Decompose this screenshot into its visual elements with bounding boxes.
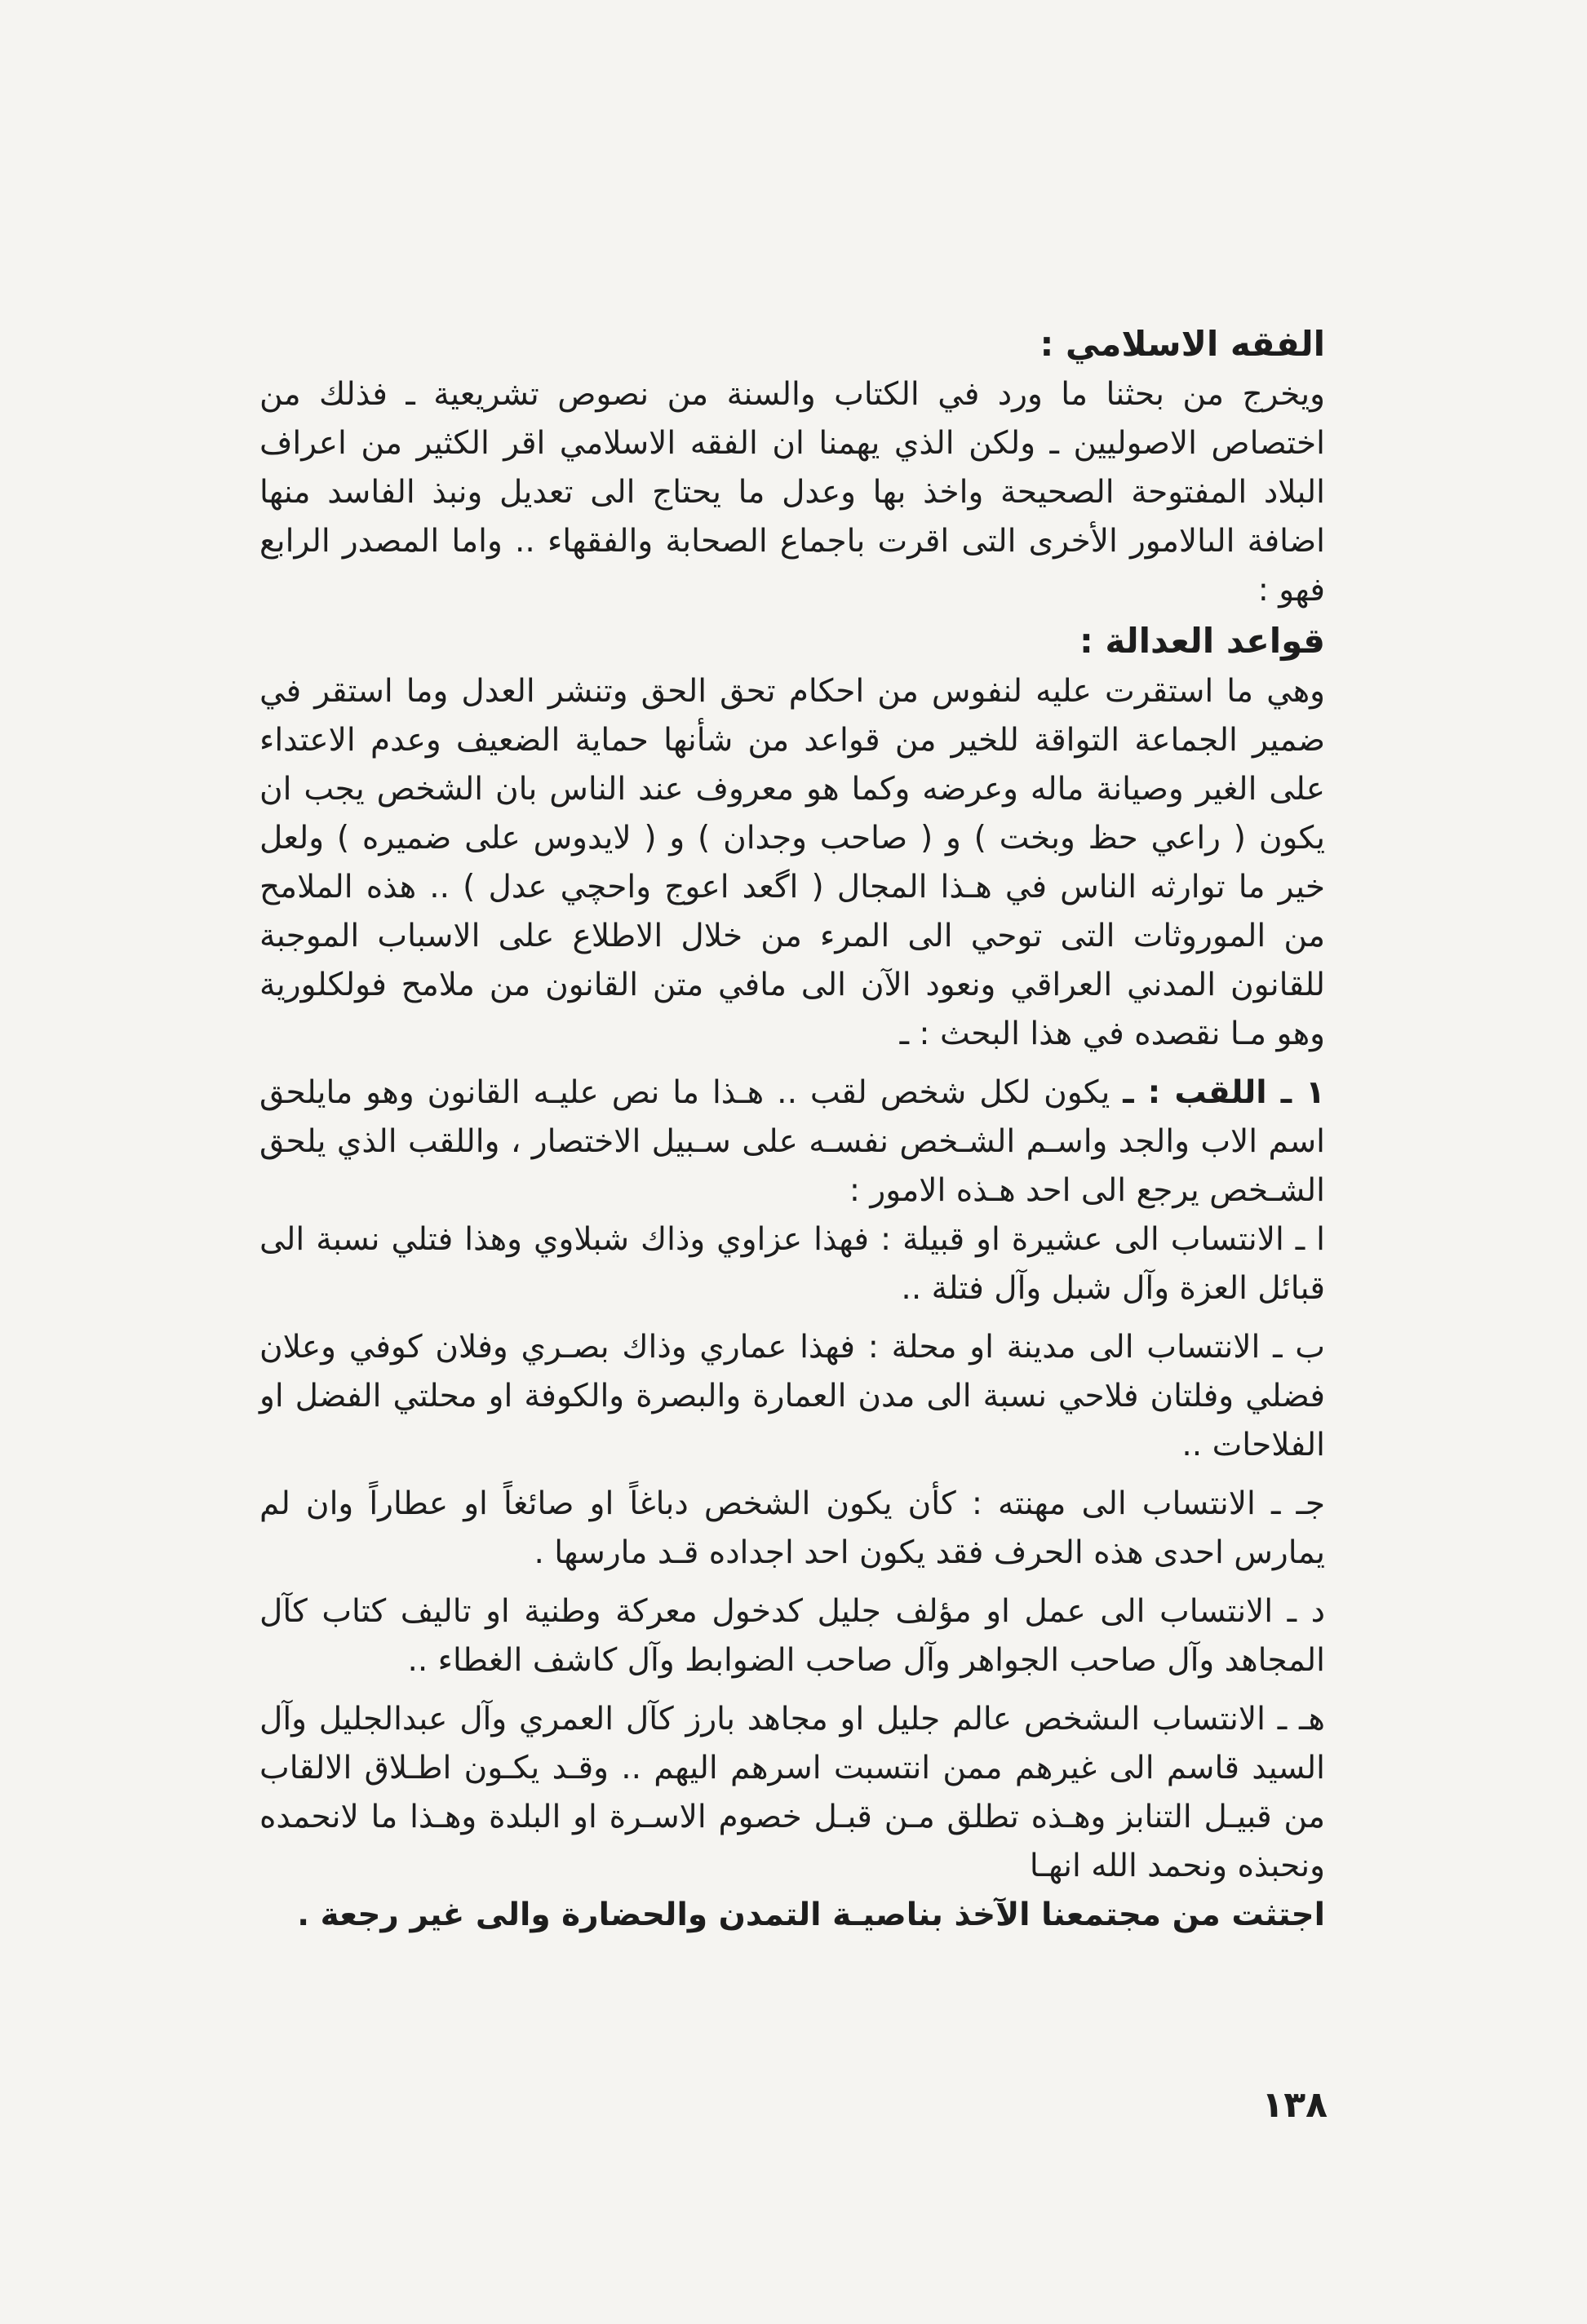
list-item-d: د ـ الانتساب الى عمل او مؤلف جليل كدخول معركة وطنية او تاليف كتاب كآل المجاهد وآل صاحب الجواهر وآل صاحب الضوابط وآل كاشف الغطاء ..: [259, 1593, 1325, 1679]
paragraph-title-laqab: [259, 1069, 1325, 1215]
page-number: ١٣٨: [1261, 2084, 1328, 2126]
list-item-a: ا ـ الانتساب الى عشيرة او قبيلة : فهذا عزاوي وذاك شبلاوي وهذا فتلي نسبة الى قبائل العزة وآل شبل وآل فتلة ..: [259, 1221, 1325, 1307]
laqab-heading: ١ ـ اللقب : ـ: [1123, 1074, 1325, 1111]
paragraph-justice-rules: وهي ما استقرت عليه لنفوس من احكام تحق الحق وتنشر العدل وما استقر في ضمير الجماعة التواقة للخير من قواعد من شأنها حماية الضعيف وعدم الاعتداء على الغير وصيانة ماله وعرضه وكما هو معروف عند الناس بان الشخص يجب ان يكون ( راعي حظ وبخت ) و ( صاحب وجدان ) و ( لايدوس على ضميره ) ولعل خير ما توارثه الناس في هـذا المجال ( اگعد اعوج واحچي عدل ) .. هذه الملامح من الموروثات التى توحي الى المرء من خلال الاطلاع على الاسباب الموجبة للقانون المدني العراقي ونعود الآن الى مافي متن القانون من ملامح فولكلورية وهو مـا نقصده في هذا البحث : ـ: [259, 673, 1325, 1052]
heading-islamic-fiqh: الفقه الاسلامي :: [1040, 324, 1325, 364]
paragraph-islamic-fiqh: ويخرج من بحثنا ما ورد في الكتاب والسنة من نصوص تشريعية ـ فذلك من اختصاص الاصوليين ـ ولكن الذي يهمنا ان الفقه الاسلامي اقر الكثير من اعراف البلاد المفتوحة الصحيحة واخذ بها وعدل ما يحتاج الى تعديل ونبذ الفاسد منها اضافة الىالامور الأخرى التى اقرت باجماع الصحابة والفقهاء .. واما المصدر الرابع فهو :: [259, 376, 1325, 609]
laqab-text: يكون لكل شخص لقب .. هـذا ما نص عليـه القانون وهو مايلحق اسم الاب والجد واسـم الشـخص نفسـه على سـبيل الاختصار ، واللقب الذي يلحق الشـخص يرجع الى احد هـذه الامور :: [259, 1074, 1325, 1209]
list-item-e: هـ ـ الانتساب الىشخص عالم جليل او مجاهد بارز كآل العمري وآل عبدالجليل وآل السيد قاسم الى غيرهم ممن انتسبت اسرهم اليهم .. وقـد يكـون اطـلاق الالقاب من قبيـل التنابز وهـذه تطلق مـن قبـل خصوم الاسـرة او البلدة وهـذا ما لانحمده ونحبذه ونحمد الله انهـا: [259, 1701, 1325, 1884]
heading-justice-rules: قواعد العدالة :: [1079, 621, 1325, 661]
list-item-c: جـ ـ الانتساب الى مهنته : كأن يكون الشخص دباغاً او صائغاً او عطاراً وان لم يمارس احدى هذه الحرف فقد يكون احد اجداده قـد مارسها .: [259, 1485, 1325, 1571]
list-item-b: ب ـ الانتساب الى مدينة او محلة : فهذا عماري وذاك بصـري وفلان كوفي وعلان فضلي وفلتان فلاحي نسبة الى مدن العمارة والبصرة والكوفة او محلتي الفضل او الفلاحات ..: [259, 1329, 1325, 1463]
page-text: [259, 318, 1325, 1940]
closing-bold-line: اجتثت من مجتمعنا الآخذ بناصيـة التمدن والحضارة والى غير رجعة .: [297, 1897, 1325, 1933]
